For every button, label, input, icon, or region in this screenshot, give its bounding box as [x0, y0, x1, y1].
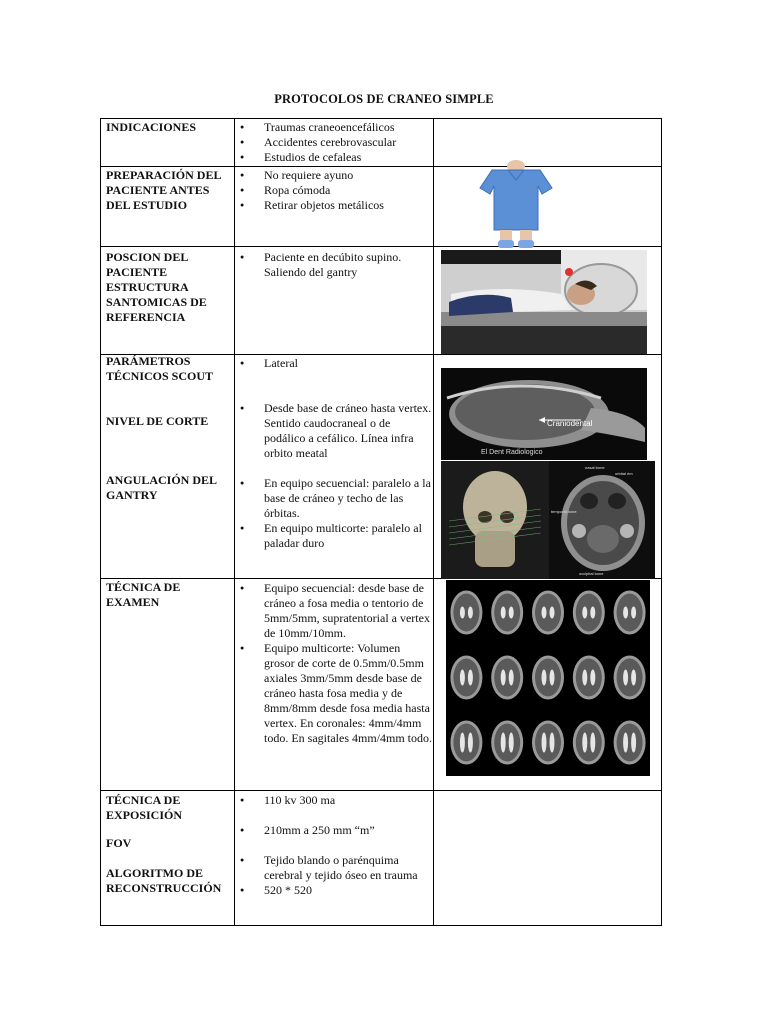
ct-label: occipital bone [579, 571, 604, 576]
list-item: ● Accidentes cerebrovascular [236, 135, 432, 150]
table-border-right [661, 118, 662, 926]
page-title: PROTOCOLOS DE CRANEO SIMPLE [274, 92, 494, 106]
mri-slice [614, 656, 646, 700]
list-item: ● En equipo multicorte: paralelo al paladar duro [236, 521, 432, 551]
scout-radiograph-image [441, 368, 647, 460]
mri-slice [614, 591, 646, 635]
row-label-preparacion: PREPARACIÓN DEL PACIENTE ANTES DEL ESTUDIO [106, 168, 221, 212]
scout-arrow-label: Craniodental [547, 419, 593, 428]
list-item: ● No requiere ayuno [236, 168, 432, 183]
row-label-tecnica-exposicion: TÉCNICA DE EXPOSICIÓN [106, 793, 183, 822]
list-item: ● Desde base de cráneo hasta vertex. Sentido caudocraneal o de podálico a cefálico. Línea infra orbito meatal [236, 401, 432, 461]
mri-slice [532, 656, 564, 700]
table-border-bottom [100, 925, 662, 926]
row-label-parametros-scout: PARÁMETROS TÉCNICOS SCOUT [106, 354, 214, 383]
table-border-left [100, 118, 101, 926]
row-label-posicion: POSCION DEL PACIENTE ESTRUCTURA SANTOMICAS DE REFERENCIA [106, 250, 207, 324]
row-divider [100, 166, 434, 167]
row-list-nivel-corte [236, 401, 432, 461]
list-item: ● Retirar objetos metálicos [236, 198, 432, 213]
list-item: ● 210mm a 250 mm “m” [236, 823, 432, 838]
list-item: ● Traumas craneoencefálicos [236, 120, 432, 135]
mri-slice [614, 721, 646, 765]
mri-slice [450, 591, 482, 635]
list-item: ● Ropa cómoda [236, 183, 432, 198]
row-label-fov: FOV [106, 836, 132, 850]
row-list-preparacion [236, 168, 432, 213]
mri-slice [573, 591, 605, 635]
axial-ct-image [549, 461, 655, 579]
list-item: ● Estudios de cefaleas [236, 150, 432, 165]
mri-slice [491, 591, 523, 635]
list-item: ● Tejido blando o parénquima cerebral y tejido óseo en trauma [236, 853, 432, 883]
row-list-exposicion [236, 793, 432, 898]
row-list-indicaciones [236, 120, 432, 165]
ct-label: temporal bone [551, 509, 577, 514]
row-list-scout [236, 356, 432, 371]
mri-slice [491, 721, 523, 765]
patient-gown-image [478, 160, 554, 250]
row-label-angulacion-gantry: ANGULACIÓN DEL GANTRY [106, 473, 217, 502]
row-label-indicaciones: INDICACIONES [106, 120, 197, 134]
mri-slice [532, 591, 564, 635]
row-label-tecnica-examen: TÉCNICA DE EXAMEN [106, 580, 181, 609]
mri-slice [573, 721, 605, 765]
list-item: ● Paciente en decúbito supino. Saliendo del gantry [236, 250, 432, 280]
column-divider [433, 118, 434, 926]
scout-caption: El Dent Radiologico [481, 449, 543, 456]
skull-3d-image [441, 461, 549, 579]
list-item: ● 110 kv 300 ma [236, 793, 432, 808]
row-divider [100, 246, 662, 247]
mri-slice [450, 656, 482, 700]
row-divider [100, 790, 662, 791]
row-list-angulacion [236, 476, 432, 551]
mri-slice [532, 721, 564, 765]
list-item: ● Equipo secuencial: desde base de cráneo a fosa media o tentorio de 5mm/5mm, supratentorial a vertex de 10mm/10mm. [236, 581, 432, 641]
mri-slices-grid-image [446, 580, 650, 776]
column-divider [234, 118, 235, 926]
row-label-nivel-corte: NIVEL DE CORTE [106, 414, 209, 428]
list-item: ● En equipo secuencial: paralelo a la base de cráneo y techo de las órbitas. [236, 476, 432, 521]
row-list-posicion [236, 250, 432, 280]
mri-slice [450, 721, 482, 765]
mri-slice [573, 656, 605, 700]
ct-label: nasal bone [585, 465, 605, 470]
list-item: ● Lateral [236, 356, 432, 371]
mri-slice [491, 656, 523, 700]
list-item: ● 520 * 520 [236, 883, 432, 898]
list-item: ● Equipo multicorte: Volumen grosor de corte de 0.5mm/0.5mm axiales 3mm/5mm desde base de cráneo hasta fosa media y de 8mm/8mm desde fosa media hasta vertex. En coronales: 4mm/4mm todo. En sagitales 4mm/4mm todo. [236, 641, 432, 746]
table-border-top [100, 118, 662, 119]
row-label-algoritmo: ALGORITMO DE RECONSTRUCCIÓN [106, 866, 222, 895]
patient-position-photo [441, 250, 647, 354]
row-list-tecnica-examen [236, 581, 432, 746]
ct-label: orbital rim [615, 471, 633, 476]
